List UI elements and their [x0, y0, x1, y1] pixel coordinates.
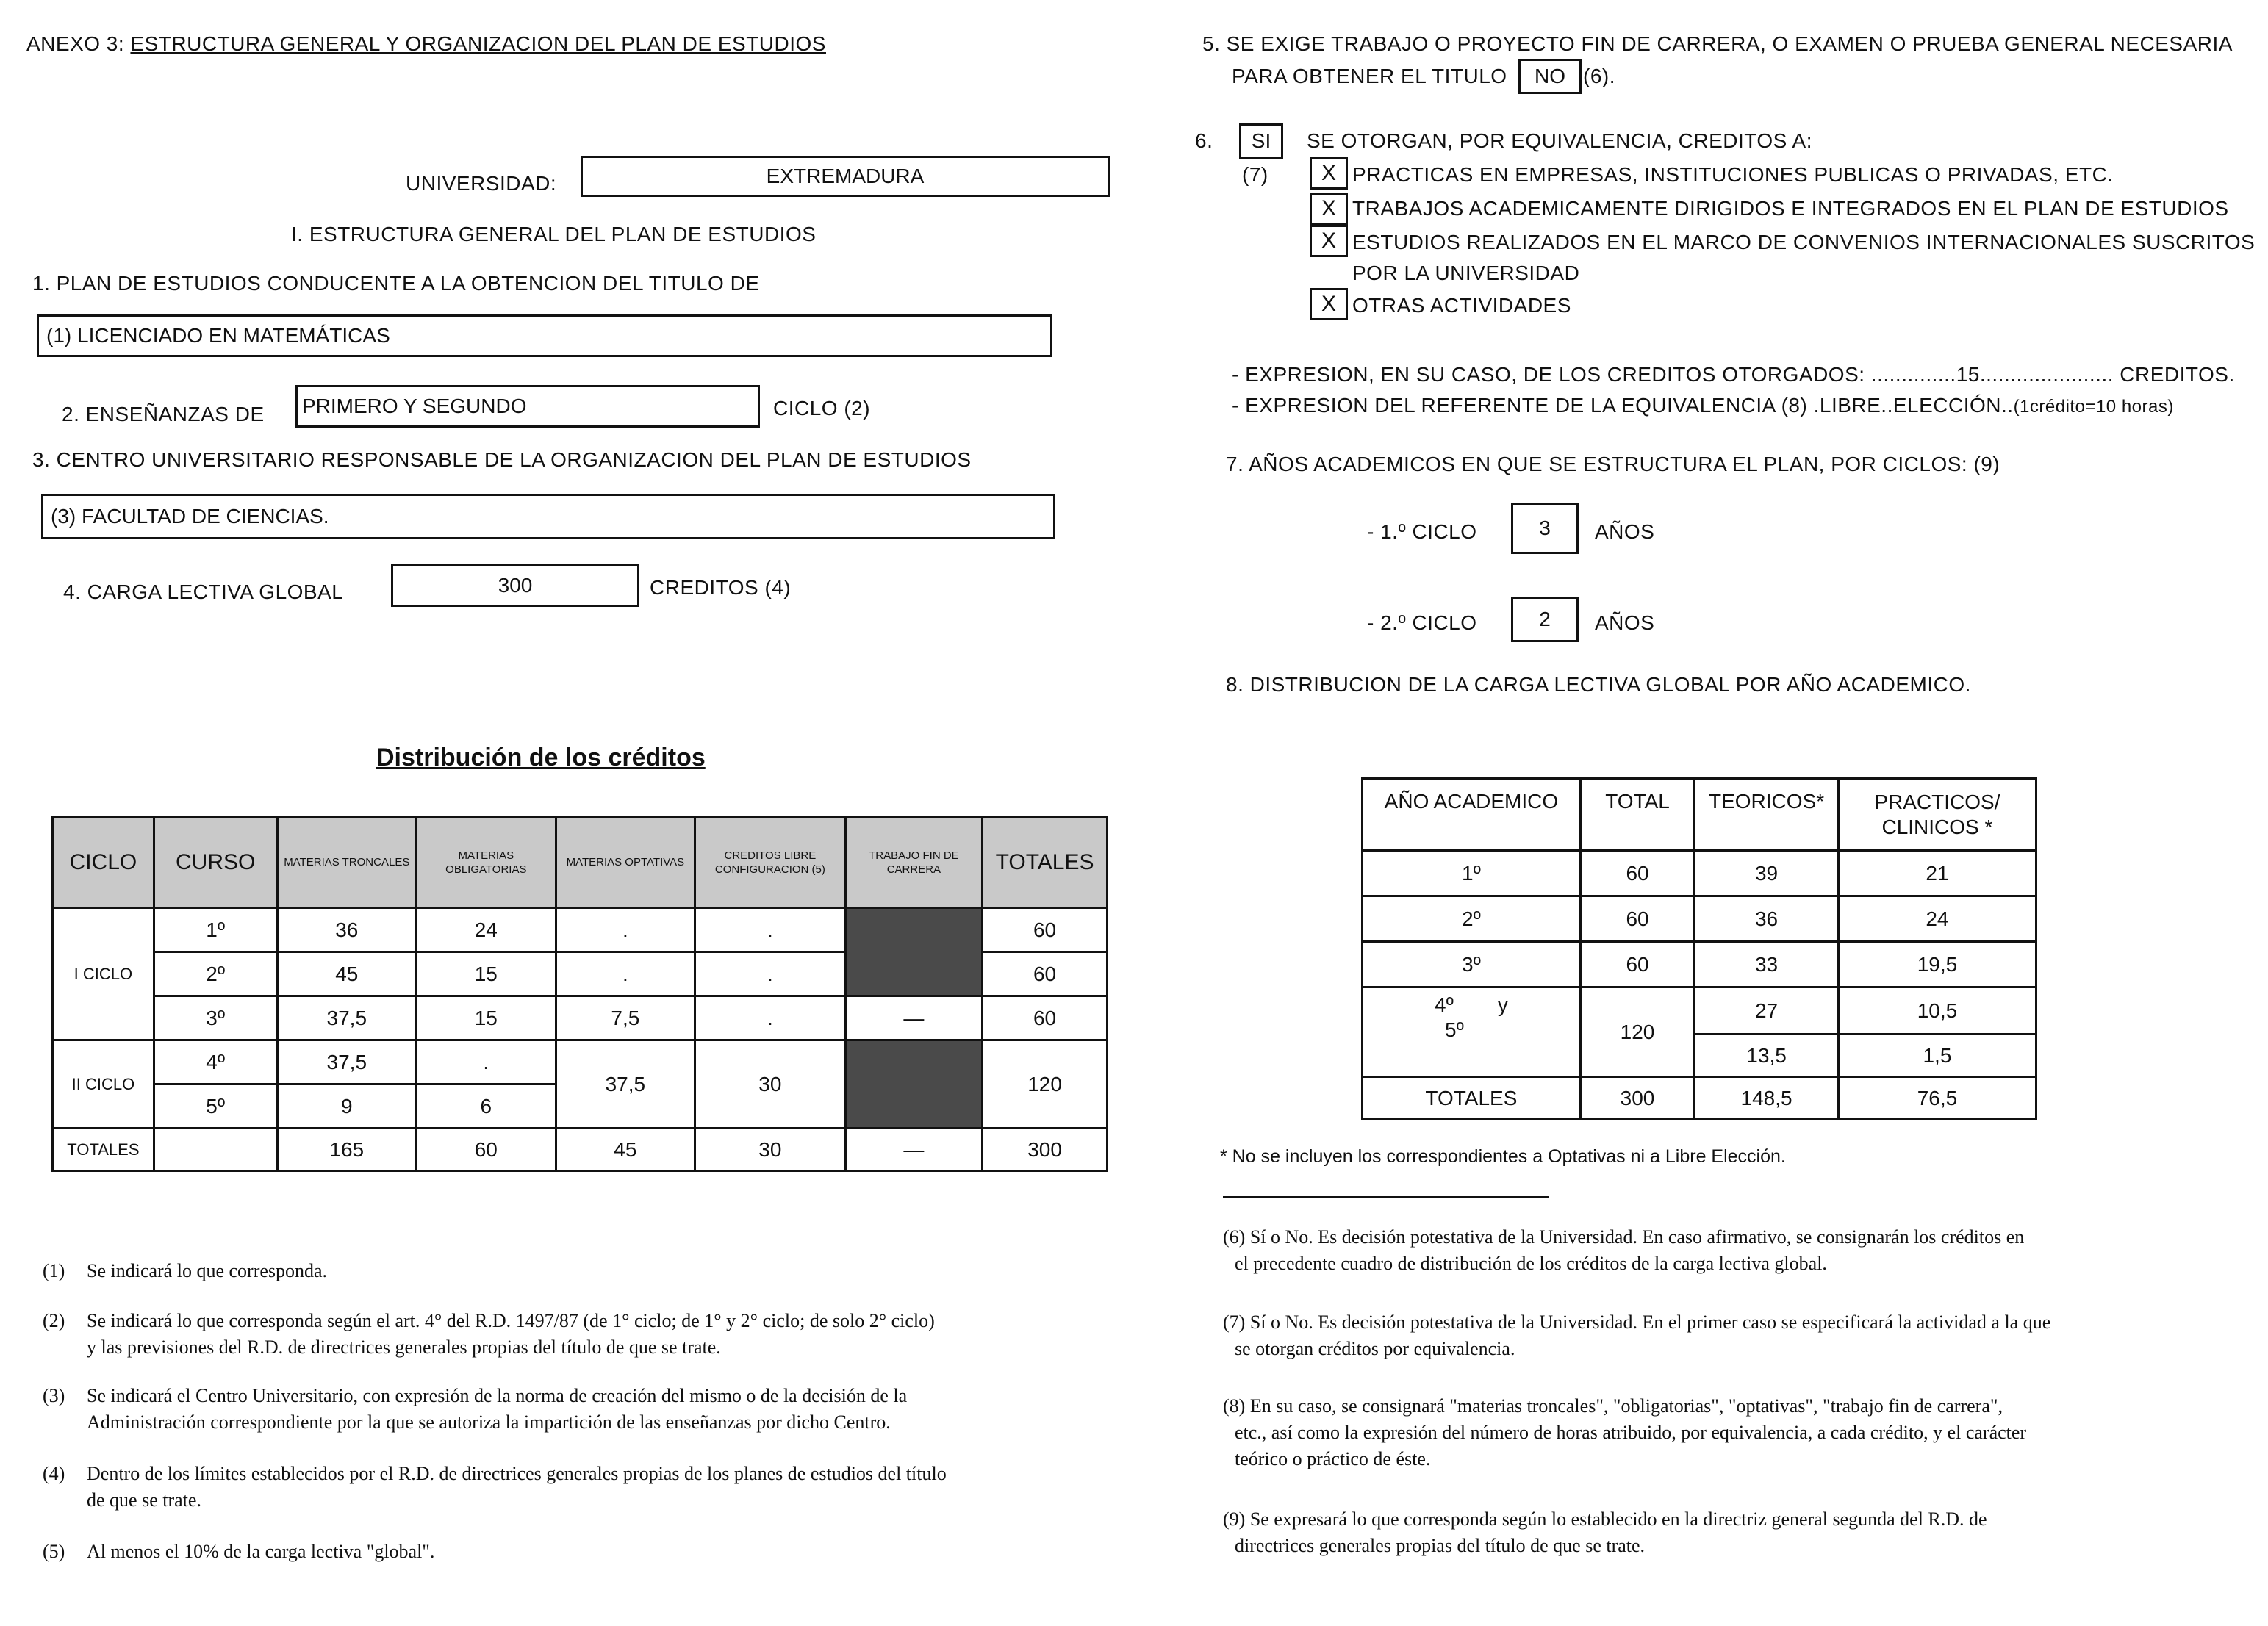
check-mark: X	[1321, 161, 1336, 185]
university-label: UNIVERSIDAD:	[406, 172, 557, 195]
cell: 2º	[1363, 896, 1581, 942]
cell: 120	[1580, 988, 1694, 1077]
final-project-value: NO	[1535, 65, 1565, 87]
checkbox	[1310, 157, 1348, 190]
global-load-field	[391, 564, 639, 607]
university-value: EXTREMADURA	[766, 165, 925, 187]
annex-prefix: ANEXO 3:	[26, 32, 125, 55]
footnote-text: (9) Se expresará lo que corresponda según lo establecido en la directriz general segunda del R.D. de	[1223, 1508, 1987, 1530]
item8-label: 8. DISTRIBUCION DE LA CARGA LECTIVA GLOBAL POR AÑO ACADEMICO.	[1226, 673, 1971, 696]
footnote-star: * No se incluyen los correspondientes a Optativas ni a Libre Elección.	[1220, 1146, 1786, 1167]
footnote	[43, 1461, 1057, 1514]
cell: 1º	[154, 908, 277, 952]
totals-label: TOTALES	[53, 1129, 154, 1171]
table-row	[1363, 1077, 2036, 1120]
header-troncales: MATERIAS TRONCALES	[277, 817, 417, 908]
cell: 60	[1580, 942, 1694, 988]
distribution-title: Distribución de los créditos	[376, 744, 706, 771]
footnote-text: Administración correspondiente por la que se autoriza la impartición de las enseñanzas por dicho Centro.	[87, 1411, 891, 1433]
cell: .	[556, 908, 695, 952]
cell: 33	[1695, 942, 1839, 988]
item2-suffix: CICLO (2)	[773, 397, 871, 420]
item6-label: SE OTORGAN, POR EQUIVALENCIA, CREDITOS A:	[1307, 129, 1812, 152]
item6-ref: (7)	[1242, 163, 1268, 186]
header-practice-line1: PRACTICOS/	[1874, 790, 2000, 813]
table-row	[53, 1129, 1108, 1171]
footnote-text: etc., así como la expresión del número de horas atribuido, por equivalencia, a cada crédito, y el carácter	[1235, 1422, 2027, 1443]
footnote-text: se otorgan créditos por equivalencia.	[1235, 1338, 1515, 1359]
cell: 76,5	[1838, 1077, 2036, 1120]
header-total: TOTAL	[1580, 779, 1694, 851]
cell: —	[845, 1129, 982, 1171]
header-year: AÑO ACADEMICO	[1363, 779, 1581, 851]
cell: 45	[277, 952, 417, 996]
cycle2-years-field	[1511, 597, 1579, 642]
cell: .	[695, 952, 846, 996]
footnote	[1223, 1309, 2252, 1362]
center-value: (3) FACULTAD DE CIENCIAS.	[51, 505, 329, 528]
table-row	[53, 996, 1108, 1040]
year-5: 5º	[1445, 1018, 1464, 1041]
cell: .	[556, 952, 695, 996]
option-label: TRABAJOS ACADEMICAMENTE DIRIGIDOS E INTEGRADOS EN EL PLAN DE ESTUDIOS	[1352, 197, 2229, 220]
table-row	[1363, 896, 2036, 942]
item1-label: 1. PLAN DE ESTUDIOS CONDUCENTE A LA OBTENCION DEL TITULO DE	[32, 272, 760, 295]
cell: 39	[1695, 851, 1839, 896]
table-row	[53, 908, 1108, 952]
cell: 37,5	[277, 996, 417, 1040]
item5-line2: PARA OBTENER EL TITULO	[1232, 65, 1507, 87]
check-mark: X	[1321, 292, 1336, 316]
degree-title-value: (1) LICENCIADO EN MATEMÁTICAS	[46, 324, 390, 347]
cell: 60	[1580, 896, 1694, 942]
table-row	[53, 1040, 1108, 1084]
teaching-cycles-field	[295, 385, 760, 428]
credits-granted-line: - EXPRESION, EN SU CASO, DE LOS CREDITOS OTORGADOS: ..............15...................... CREDITOS.	[1232, 363, 2235, 386]
header-optativas: MATERIAS OPTATIVAS	[556, 817, 695, 908]
footnote-number: (3)	[43, 1385, 65, 1406]
degree-title-field	[37, 314, 1052, 357]
item7-label: 7. AÑOS ACADEMICOS EN QUE SE ESTRUCTURA EL PLAN, POR CICLOS: (9)	[1226, 453, 2000, 475]
years-unit: AÑOS	[1595, 611, 1655, 634]
shaded-cell	[845, 908, 982, 996]
university-field	[581, 156, 1110, 197]
footnote-text: directrices generales propias del título de que se trate.	[1235, 1535, 1646, 1556]
cell: 30	[695, 1129, 846, 1171]
cell: 30	[695, 1040, 846, 1129]
footnote	[1223, 1393, 2252, 1472]
option-label: PRACTICAS EN EMPRESAS, INSTITUCIONES PUBLICAS O PRIVADAS, ETC.	[1352, 163, 2114, 186]
option-label: OTRAS ACTIVIDADES	[1352, 294, 1571, 317]
cell: 6	[417, 1084, 556, 1129]
cell: 2º	[154, 952, 277, 996]
footnote-text: teórico o práctico de éste.	[1235, 1448, 1431, 1469]
checkbox	[1310, 193, 1348, 225]
footnote-number: (2)	[43, 1310, 65, 1331]
footnote-text: y las previsiones del R.D. de directrices generales propias del título de que se trate.	[87, 1337, 721, 1358]
footnote	[1223, 1506, 2252, 1559]
cell: 13,5	[1695, 1035, 1839, 1077]
cell: 5º	[154, 1084, 277, 1129]
cell: 21	[1838, 851, 2036, 896]
footnote-text: (8) En su caso, se consignará "materias troncales", "obligatorias", "optativas", "trabajo fin de carrera",	[1223, 1395, 2003, 1417]
cell: 7,5	[556, 996, 695, 1040]
item5-suffix: (6).	[1583, 65, 1615, 87]
header-curso: CURSO	[154, 817, 277, 908]
totals-label: TOTALES	[1363, 1077, 1581, 1120]
footnote-text: Dentro de los límites establecidos por el R.D. de directrices generales propias de los planes de estudios del título	[87, 1463, 947, 1484]
year-distribution-table	[1361, 777, 2037, 1120]
header-trabajo: TRABAJO FIN DE CARRERA	[845, 817, 982, 908]
footnote-number: (5)	[43, 1541, 65, 1562]
item3-label: 3. CENTRO UNIVERSITARIO RESPONSABLE DE LA ORGANIZACION DEL PLAN DE ESTUDIOS	[32, 448, 972, 471]
cell: 1º	[1363, 851, 1581, 896]
footnote-text: (6) Sí o No. Es decisión potestativa de la Universidad. En caso afirmativo, se consignarán los créditos en	[1223, 1226, 2025, 1248]
footnote-text: de que se trate.	[87, 1489, 201, 1511]
year-4: 4º	[1435, 993, 1454, 1016]
option-label: ESTUDIOS REALIZADOS EN EL MARCO DE CONVENIOS INTERNACIONALES SUSCRITOS	[1352, 231, 2256, 253]
global-load-value: 300	[498, 574, 533, 597]
cycle2-label: - 2.º CICLO	[1367, 611, 1477, 634]
header-practice	[1838, 779, 2036, 851]
cell: 37,5	[556, 1040, 695, 1129]
checkbox	[1310, 288, 1348, 320]
referent-text: - EXPRESION DEL REFERENTE DE LA EQUIVALENCIA (8) .LIBRE..ELECCIÓN..	[1232, 394, 2014, 417]
footnote-text: el precedente cuadro de distribución de los créditos de la carga lectiva global.	[1235, 1253, 1827, 1274]
cell: 165	[277, 1129, 417, 1171]
annex-heading	[26, 32, 826, 56]
footnote-text: Se indicará lo que corresponda.	[87, 1260, 328, 1281]
cell: 37,5	[277, 1040, 417, 1084]
footnote	[43, 1539, 1057, 1565]
cell: 300	[983, 1129, 1108, 1171]
referent-suffix: (1crédito=10 horas)	[2013, 397, 2174, 417]
table-row	[1363, 942, 2036, 988]
cell: 19,5	[1838, 942, 2036, 988]
cell: 45	[556, 1129, 695, 1171]
header-libre: CREDITOS LIBRE CONFIGURACION (5)	[695, 817, 846, 908]
option-label-continued: POR LA UNIVERSIDAD	[1352, 262, 1580, 284]
section-heading: I. ESTRUCTURA GENERAL DEL PLAN DE ESTUDIOS	[291, 223, 817, 245]
cell	[154, 1129, 277, 1171]
header-obligatorias: MATERIAS OBLIGATORIAS	[417, 817, 556, 908]
cycle-label: I CICLO	[53, 908, 154, 1040]
center-field	[41, 494, 1055, 539]
cell: 3º	[1363, 942, 1581, 988]
item5-line1: 5. SE EXIGE TRABAJO O PROYECTO FIN DE CARRERA, O EXAMEN O PRUEBA GENERAL NECESARIA	[1202, 32, 2233, 55]
cell: 4º	[154, 1040, 277, 1084]
cycle1-years-value: 3	[1539, 517, 1551, 539]
header-totales: TOTALES	[983, 817, 1108, 908]
table-row	[1363, 988, 2036, 1035]
check-mark: X	[1321, 196, 1336, 220]
cell: 36	[1695, 896, 1839, 942]
item2-label: 2. ENSEÑANZAS DE	[62, 403, 265, 425]
cell: 60	[983, 908, 1108, 952]
footnote	[1223, 1224, 2252, 1277]
cell: 24	[417, 908, 556, 952]
teaching-cycles-value: PRIMERO Y SEGUNDO	[302, 395, 527, 417]
footnote	[43, 1258, 1057, 1284]
cell: 24	[1838, 896, 2036, 942]
footnote-text: Al menos el 10% de la carga lectiva "global".	[87, 1541, 435, 1562]
cell: 60	[1580, 851, 1694, 896]
cell: 15	[417, 952, 556, 996]
final-project-field	[1518, 59, 1582, 94]
annex-title: ESTRUCTURA GENERAL Y ORGANIZACION DEL PLAN DE ESTUDIOS	[130, 32, 826, 55]
footnote-number: (1)	[43, 1260, 65, 1281]
equivalence-value: SI	[1251, 129, 1271, 152]
year-4-5-cell	[1363, 988, 1581, 1077]
cell: 15	[417, 996, 556, 1040]
cycle1-label: - 1.º CICLO	[1367, 520, 1477, 543]
footnote-text: Se indicará lo que corresponda según el art. 4° del R.D. 1497/87 (de 1° ciclo; de 1° y 2° ciclo; de solo 2° ciclo)	[87, 1310, 935, 1331]
item6-number: 6.	[1195, 129, 1213, 152]
cycle2-years-value: 2	[1539, 608, 1551, 630]
header-ciclo: CICLO	[53, 817, 154, 908]
cell: 36	[277, 908, 417, 952]
year-conjunction: y	[1497, 993, 1508, 1016]
cycle-label: II CICLO	[53, 1040, 154, 1129]
cell: 120	[983, 1040, 1108, 1129]
footnote-text: (7) Sí o No. Es decisión potestativa de la Universidad. En el primer caso se especificará la actividad a la que	[1223, 1312, 2051, 1333]
footnote-divider	[1223, 1196, 1549, 1198]
footnote	[43, 1308, 1057, 1361]
footnote-text: Se indicará el Centro Universitario, con expresión de la norma de creación del mismo o de la decisión de la	[87, 1385, 908, 1406]
cell: 148,5	[1695, 1077, 1839, 1120]
cell: 9	[277, 1084, 417, 1129]
cell: .	[695, 908, 846, 952]
years-unit: AÑOS	[1595, 520, 1655, 543]
cell: .	[695, 996, 846, 1040]
cell: 27	[1695, 988, 1839, 1035]
credit-distribution-table	[51, 816, 1108, 1172]
cell: 1,5	[1838, 1035, 2036, 1077]
item4-label: 4. CARGA LECTIVA GLOBAL	[63, 580, 344, 603]
header-theory: TEORICOS*	[1695, 779, 1839, 851]
header-practice-line2: CLINICOS *	[1881, 815, 1993, 838]
cell: 60	[983, 996, 1108, 1040]
check-mark: X	[1321, 229, 1336, 253]
checkbox	[1310, 225, 1348, 257]
cell: .	[417, 1040, 556, 1084]
cell: 300	[1580, 1077, 1694, 1120]
cell: 60	[417, 1129, 556, 1171]
item4-suffix: CREDITOS (4)	[650, 576, 792, 599]
cell: 10,5	[1838, 988, 2036, 1035]
table-row	[1363, 851, 2036, 896]
cell: —	[845, 996, 982, 1040]
footnote-number: (4)	[43, 1463, 65, 1484]
cycle1-years-field	[1511, 503, 1579, 554]
footnote	[43, 1383, 1057, 1436]
cell: 3º	[154, 996, 277, 1040]
shaded-cell	[845, 1040, 982, 1129]
cell: 60	[983, 952, 1108, 996]
referent-line	[1232, 394, 2174, 417]
equivalence-field	[1239, 123, 1283, 159]
